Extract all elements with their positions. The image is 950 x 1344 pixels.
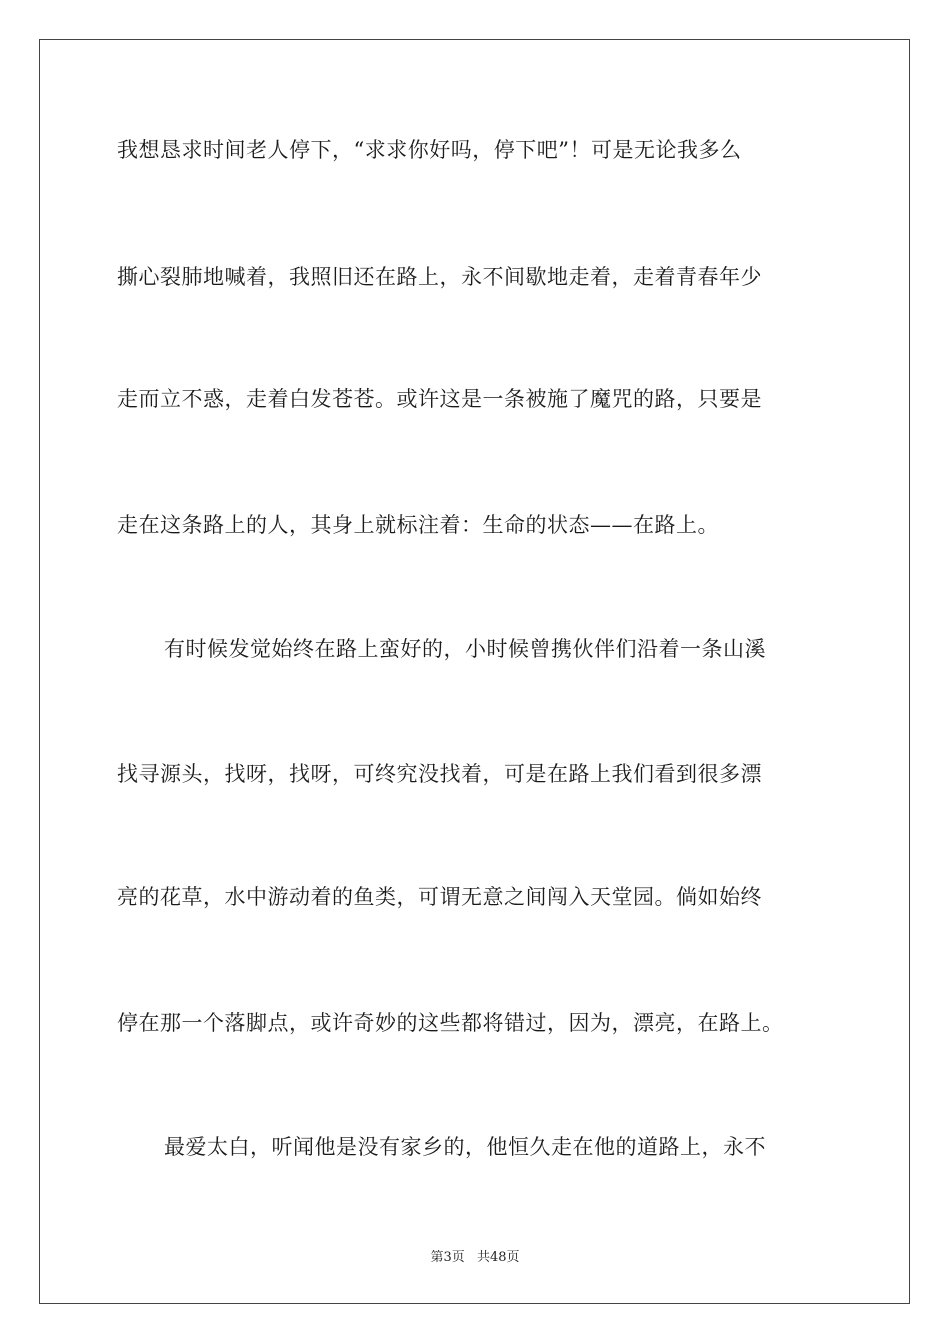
current-page-label: 第3页 xyxy=(430,1250,465,1265)
paragraph-first-line: 最爱太白，听闻他是没有家乡的，他恒久走在他的道路上，永不 xyxy=(164,1135,766,1159)
body-line: 撕心裂肺地喊着，我照旧还在路上，永不间歇地走着，走着青春年少 xyxy=(117,265,762,289)
page-footer xyxy=(0,1246,950,1265)
body-line: 我想恳求时间老人停下，“求求你好吗，停下吧”！可是无论我多么 xyxy=(117,138,742,162)
total-pages-label: 共48页 xyxy=(476,1250,520,1265)
page-border xyxy=(39,39,910,1304)
body-line: 走而立不惑，走着白发苍苍。或许这是一条被施了魔咒的路，只要是 xyxy=(117,387,762,411)
paragraph-first-line: 有时候发觉始终在路上蛮好的，小时候曾携伙伴们沿着一条山溪 xyxy=(164,637,766,661)
body-line: 走在这条路上的人，其身上就标注着：生命的状态——在路上。 xyxy=(117,513,719,537)
body-line: 找寻源头，找呀，找呀，可终究没找着，可是在路上我们看到很多漂 xyxy=(117,762,762,786)
body-line: 亮的花草，水中游动着的鱼类，可谓无意之间闯入天堂园。倘如始终 xyxy=(117,885,762,909)
body-line: 停在那一个落脚点，或许奇妙的这些都将错过，因为，漂亮，在路上。 xyxy=(117,1011,784,1035)
